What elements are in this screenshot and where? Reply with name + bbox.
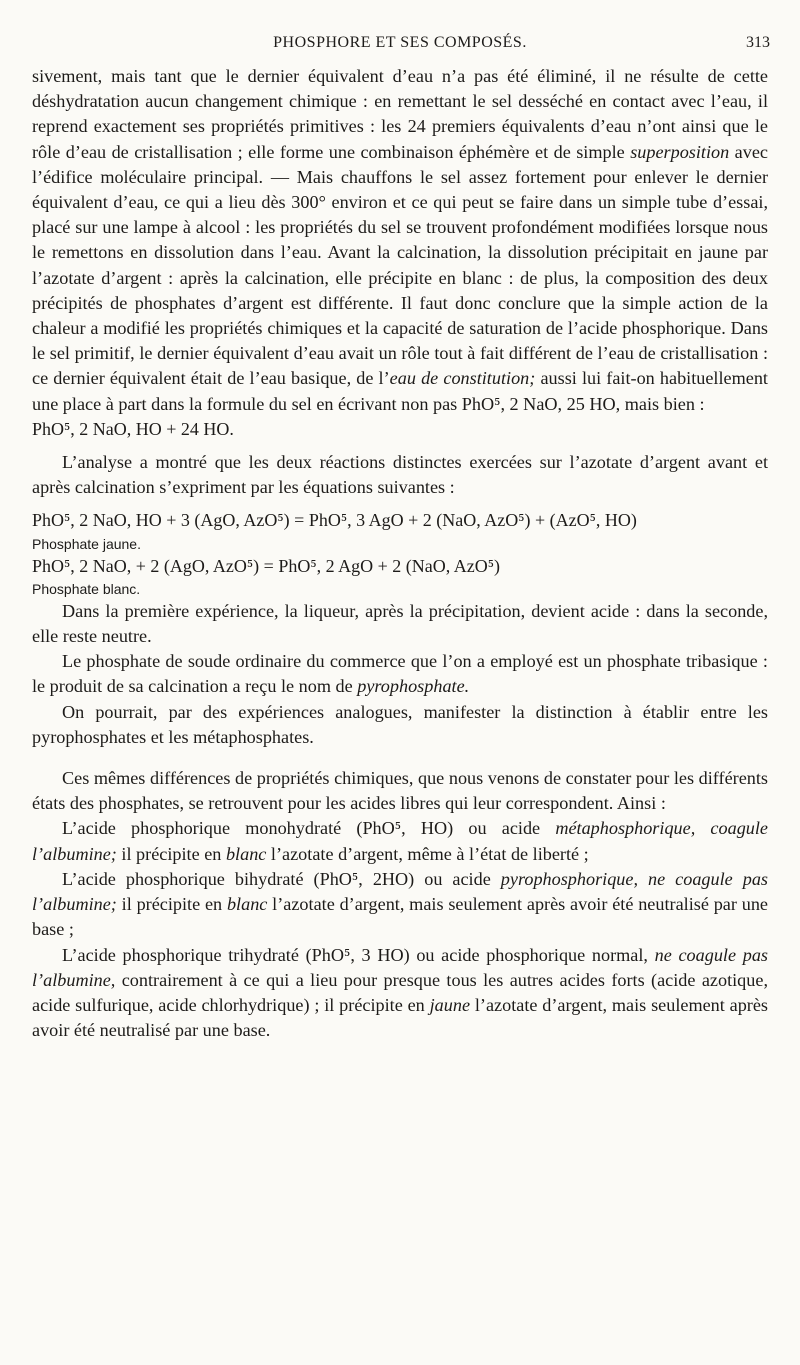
spacer bbox=[32, 442, 768, 450]
running-title: PHOSPHORE ET SES COMPOSÉS. bbox=[273, 34, 527, 51]
paragraph-1 bbox=[32, 64, 768, 417]
page-header bbox=[30, 34, 770, 56]
paragraph-7-text-b: il précipite en bbox=[116, 843, 226, 864]
paragraph-4-text-a: Le phosphate de soude ordinaire du commerce que l’on a employé est un phosphate tribasique : le produit de sa calcination a reçu le nom de bbox=[32, 651, 768, 697]
paragraph-7-text-c: l’azotate d’argent, même à l’état de liberté ; bbox=[266, 843, 589, 864]
paragraph-9-text-b: contrairement à ce qui a lieu pour presque tous les autres acides forts (acide azotique, acide sulfurique, acide chlorhydrique) ; il précipite en bbox=[32, 969, 768, 1015]
paragraph-8 bbox=[32, 867, 768, 943]
paragraph-2: L’analyse a montré que les deux réactions distinctes exercées sur l’azotate d’argent avant et après calcination s’expriment par les équations suivantes : bbox=[32, 452, 768, 498]
paragraph-1-emphasis-2: eau de constitution; bbox=[389, 368, 536, 389]
paragraph-1-emphasis-1: superposition bbox=[630, 141, 730, 162]
paragraph-9-emphasis-1: ne coagule pas l’albumine, bbox=[32, 944, 768, 990]
equation-1: PhO⁵, 2 NaO, HO + 3 (AgO, AzO⁵) = PhO⁵, 3 AgO + 2 (NaO, AzO⁵) + (AzO⁵, HO) bbox=[32, 510, 637, 531]
caption-phosphate-blanc: Phosphate blanc. bbox=[32, 580, 141, 597]
paragraph-1-text-a: sivement, mais tant que le dernier équivalent d’eau n’a pas été éliminé, il ne résulte de cette déshydratation aucun changement chimique : en remettant le sel desséché en contact avec l’eau, il reprend exactement ses propriétés primitives : les 24 premiers équivalents d’eau n’ont ainsi que le rôle d’eau de cristallisation ; elle forme une combinaison éphémère et de simple bbox=[32, 66, 768, 162]
page-body bbox=[32, 64, 768, 1043]
paragraph-1-text-b: avec l’édifice moléculaire principal. — Mais chauffons le sel assez fortement pour enlever le dernier équivalent d’eau, ce qui a lieu dès 300° environ et ce qui peut se faire dans un simple tube d’essai, placé sur une lampe à alcool : les propriétés du sel se trouvent profondément modifiées lorsque nous le remettons en dissolution dans l’eau. Avant la calcination, la dissolution précipitait en jaune par l’azotate d’argent : après la calcination, elle précipite en blanc : de plus, la composition des deux précipités de phosphates d’argent est différente. Il faut donc conclure que la simple action de la chaleur a modifié les propriétés chimiques et la capacité de saturation de l’acide phosphorique. Dans le sel primitif, le dernier équivalent d’eau avait un rôle tout à fait différent de l’eau de cristallisation : ce dernier équivalent était de l’eau basique, de l’ bbox=[32, 141, 768, 389]
paragraph-9-emphasis-2: jaune bbox=[429, 994, 471, 1015]
paragraph-8-emphasis-2: blanc bbox=[226, 894, 268, 915]
paragraph-5: On pourrait, par des expériences analogues, manifester la distinction à établir entre les pyrophosphates et les métaphosphates. bbox=[32, 701, 768, 747]
paragraph-3: Dans la première expérience, la liqueur, après la précipitation, devient acide : dans la seconde, elle reste neutre. bbox=[32, 600, 768, 647]
paragraph-9-text-a: L’acide phosphorique trihydraté (PhO⁵, 3 HO) ou acide phosphorique normal, bbox=[62, 944, 655, 965]
paragraph-8-text-b: il précipite en bbox=[116, 894, 227, 915]
paragraph-8-text-a: L’acide phosphorique bihydraté (PhO⁵, 2HO) ou acide bbox=[62, 868, 501, 889]
page-number: 313 bbox=[746, 34, 770, 51]
paragraph-4-emphasis: pyrophosphate. bbox=[357, 676, 470, 697]
paragraph-8-text-c: l’azotate d’argent, mais seulement après avoir été neutralisé par une base ; bbox=[32, 894, 768, 940]
paragraph-1-text-c: aussi lui fait-on habituellement une place à part dans la formule du sel en écrivant non pas PhO⁵, 2 NaO, 25 HO, mais bien : bbox=[32, 368, 768, 414]
paragraph-4 bbox=[32, 649, 768, 699]
equation-2: PhO⁵, 2 NaO, + 2 (AgO, AzO⁵) = PhO⁵, 2 AgO + 2 (NaO, AzO⁵) bbox=[32, 555, 501, 576]
paragraph-7-emphasis-2: blanc bbox=[225, 843, 267, 864]
paragraph-7-text-a: L’acide phosphorique monohydraté (PhO⁵, HO) ou acide bbox=[62, 818, 556, 839]
paragraph-7 bbox=[32, 816, 768, 866]
paragraph-7-emphasis-1: métaphosphorique, coagule l’albumine; bbox=[32, 818, 769, 864]
paragraph-6: Ces mêmes différences de propriétés chimiques, que nous venons de constater pour les différents états des phosphates, se retrouvent pour les acides libres qui leur correspondent. Ainsi : bbox=[32, 768, 768, 814]
paragraph-9 bbox=[32, 943, 768, 1044]
spacer bbox=[32, 750, 768, 766]
paragraph-9-text-c: l’azotate d’argent, mais seulement après avoir été neutralisé par une base. bbox=[32, 994, 768, 1041]
caption-phosphate-jaune: Phosphate jaune. bbox=[32, 535, 141, 552]
paragraph-8-emphasis-1: pyrophosphorique, ne coagule pas l’albumine; bbox=[32, 868, 769, 915]
spacer bbox=[32, 500, 768, 508]
formula-1: PhO⁵, 2 NaO, HO + 24 HO. bbox=[32, 418, 234, 439]
